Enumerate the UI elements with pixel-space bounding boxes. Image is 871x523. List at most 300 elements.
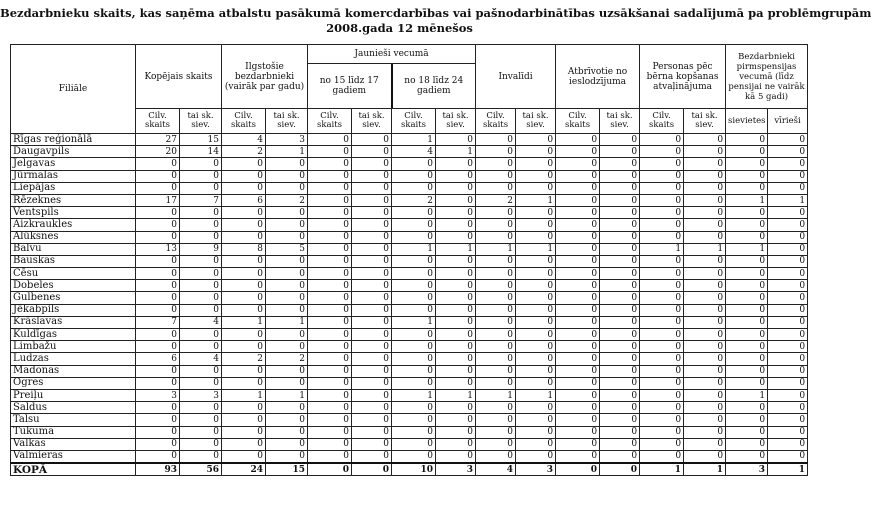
table-header: [11, 45, 808, 134]
value-cell: 0: [768, 365, 808, 377]
branch-name: Aizkraukles: [11, 219, 136, 231]
value-cell: 0: [436, 316, 476, 328]
value-cell: 0: [136, 329, 180, 341]
branch-name: Preiļu: [11, 389, 136, 401]
table-row: [11, 389, 808, 401]
value-cell: 0: [640, 389, 684, 401]
value-cell: 1: [726, 194, 768, 206]
value-cell: 0: [640, 182, 684, 194]
value-cell: 0: [392, 414, 436, 426]
value-cell: 0: [352, 377, 392, 389]
value-cell: 0: [352, 158, 392, 170]
value-cell: 1: [222, 389, 266, 401]
value-cell: 0: [600, 134, 640, 146]
table-row: [11, 402, 808, 414]
value-cell: 0: [352, 134, 392, 146]
value-cell: 0: [600, 316, 640, 328]
value-cell: 0: [600, 292, 640, 304]
value-cell: 0: [726, 255, 768, 267]
value-cell: 0: [392, 450, 436, 463]
value-cell: 27: [136, 134, 180, 146]
table-row: [11, 414, 808, 426]
value-cell: 0: [600, 158, 640, 170]
header-ilgstosie: Ilgstošie bezdarbnieki (vairāk par gadu): [222, 45, 308, 109]
header-jaunies: Jaunieši vecumā: [308, 45, 475, 64]
header-atbrivotie: Atbrīvotie no ieslodzījuma: [556, 45, 640, 109]
value-cell: 0: [136, 365, 180, 377]
value-cell: 0: [684, 292, 726, 304]
value-cell: 0: [640, 146, 684, 158]
value-cell: 0: [600, 243, 640, 255]
value-cell: 1: [392, 389, 436, 401]
value-cell: 0: [768, 341, 808, 353]
value-cell: 0: [180, 365, 222, 377]
value-cell: 3: [136, 389, 180, 401]
value-cell: 0: [136, 304, 180, 316]
value-cell: 0: [476, 207, 516, 219]
value-cell: 0: [266, 280, 308, 292]
value-cell: 0: [180, 231, 222, 243]
value-cell: 0: [768, 438, 808, 450]
table-row: [11, 365, 808, 377]
subheader-cilv: Cilv. skaits: [556, 109, 600, 134]
value-cell: 0: [640, 377, 684, 389]
value-cell: 0: [476, 292, 516, 304]
subheader-taisk: tai sk. siev.: [516, 109, 556, 134]
branch-name: Daugavpils: [11, 146, 136, 158]
value-cell: 0: [308, 341, 352, 353]
value-cell: 0: [768, 450, 808, 463]
value-cell: 0: [436, 231, 476, 243]
value-cell: 0: [516, 402, 556, 414]
value-cell: 0: [266, 426, 308, 438]
value-cell: 0: [308, 463, 352, 476]
value-cell: 0: [352, 353, 392, 365]
value-cell: 0: [516, 268, 556, 280]
table-row: [11, 438, 808, 450]
value-cell: 0: [352, 231, 392, 243]
value-cell: 0: [436, 170, 476, 182]
value-cell: 0: [600, 268, 640, 280]
value-cell: 0: [180, 280, 222, 292]
branch-name: Krāslavas: [11, 316, 136, 328]
value-cell: 0: [476, 304, 516, 316]
value-cell: 0: [556, 207, 600, 219]
value-cell: 4: [476, 463, 516, 476]
value-cell: 0: [436, 377, 476, 389]
value-cell: 0: [556, 365, 600, 377]
value-cell: 1: [684, 463, 726, 476]
value-cell: 0: [600, 170, 640, 182]
value-cell: 0: [392, 353, 436, 365]
value-cell: 0: [476, 329, 516, 341]
value-cell: 1: [768, 194, 808, 206]
value-cell: 0: [516, 426, 556, 438]
value-cell: 0: [684, 438, 726, 450]
subheader-sievietes: sievietes: [726, 109, 768, 134]
value-cell: 0: [556, 341, 600, 353]
table-row: [11, 146, 808, 158]
value-cell: 0: [640, 450, 684, 463]
value-cell: 0: [768, 402, 808, 414]
value-cell: 0: [308, 304, 352, 316]
value-cell: 0: [136, 292, 180, 304]
value-cell: 0: [684, 255, 726, 267]
value-cell: 0: [266, 450, 308, 463]
value-cell: 0: [684, 158, 726, 170]
value-cell: 0: [516, 377, 556, 389]
value-cell: 0: [352, 438, 392, 450]
value-cell: 0: [436, 353, 476, 365]
table-row: [11, 280, 808, 292]
value-cell: 0: [222, 158, 266, 170]
value-cell: 0: [308, 219, 352, 231]
value-cell: 0: [516, 414, 556, 426]
value-cell: 0: [600, 377, 640, 389]
subheader-taisk: tai sk. siev.: [436, 109, 476, 134]
value-cell: 0: [392, 292, 436, 304]
table-row: [11, 268, 808, 280]
value-cell: 0: [136, 450, 180, 463]
value-cell: 0: [136, 426, 180, 438]
value-cell: 0: [684, 365, 726, 377]
value-cell: 15: [180, 134, 222, 146]
table-row: [11, 231, 808, 243]
value-cell: 0: [476, 268, 516, 280]
value-cell: 0: [640, 316, 684, 328]
subheader-cilv: Cilv. skaits: [222, 109, 266, 134]
value-cell: 0: [436, 292, 476, 304]
value-cell: 0: [768, 243, 808, 255]
value-cell: 0: [556, 353, 600, 365]
value-cell: 6: [222, 194, 266, 206]
value-cell: 1: [640, 243, 684, 255]
table-row: [11, 353, 808, 365]
value-cell: 0: [436, 304, 476, 316]
value-cell: 0: [600, 329, 640, 341]
value-cell: 0: [436, 134, 476, 146]
value-cell: 0: [308, 402, 352, 414]
value-cell: 2: [266, 353, 308, 365]
value-cell: 0: [266, 402, 308, 414]
value-cell: 0: [600, 194, 640, 206]
value-cell: 0: [222, 329, 266, 341]
value-cell: 0: [684, 182, 726, 194]
value-cell: 0: [640, 329, 684, 341]
table-row: [11, 134, 808, 146]
value-cell: 0: [222, 255, 266, 267]
value-cell: 0: [726, 170, 768, 182]
value-cell: 0: [476, 182, 516, 194]
header-personas: Personas pēc bērna kopšanas atvaļinājuma: [640, 45, 726, 109]
value-cell: 0: [600, 402, 640, 414]
value-cell: 0: [352, 170, 392, 182]
value-cell: 0: [640, 438, 684, 450]
value-cell: 13: [136, 243, 180, 255]
value-cell: 0: [222, 280, 266, 292]
value-cell: 0: [136, 341, 180, 353]
value-cell: 0: [556, 377, 600, 389]
value-cell: 0: [352, 463, 392, 476]
value-cell: 1: [222, 316, 266, 328]
value-cell: 0: [684, 134, 726, 146]
value-cell: 0: [392, 219, 436, 231]
value-cell: 0: [308, 377, 352, 389]
value-cell: 0: [684, 402, 726, 414]
value-cell: 0: [684, 280, 726, 292]
value-cell: 0: [436, 158, 476, 170]
value-cell: 1: [476, 389, 516, 401]
value-cell: 0: [726, 365, 768, 377]
subheader-virieši: vīrieši: [768, 109, 808, 134]
value-cell: 0: [308, 280, 352, 292]
header-pirmspensijas: Bezdarbnieki pirmspensijas vecumā (līdz pensijai ne vairāk kā 5 gadi): [726, 45, 808, 109]
value-cell: 0: [222, 402, 266, 414]
value-cell: 0: [308, 207, 352, 219]
value-cell: 0: [684, 414, 726, 426]
value-cell: 0: [392, 402, 436, 414]
value-cell: 1: [516, 243, 556, 255]
value-cell: 0: [556, 329, 600, 341]
value-cell: 0: [768, 292, 808, 304]
value-cell: 0: [436, 426, 476, 438]
value-cell: 0: [180, 450, 222, 463]
value-cell: 0: [600, 463, 640, 476]
value-cell: 0: [726, 158, 768, 170]
value-cell: 0: [640, 255, 684, 267]
value-cell: 0: [136, 255, 180, 267]
value-cell: 0: [222, 170, 266, 182]
subheader-cilv: Cilv. skaits: [308, 109, 352, 134]
value-cell: 0: [352, 219, 392, 231]
value-cell: 1: [392, 134, 436, 146]
value-cell: 0: [266, 268, 308, 280]
subheader-cilv: Cilv. skaits: [476, 109, 516, 134]
branch-name: Valmieras: [11, 450, 136, 463]
branch-name: Rīgas reģionālā: [11, 134, 136, 146]
value-cell: 2: [222, 146, 266, 158]
value-cell: 0: [516, 292, 556, 304]
value-cell: 0: [392, 341, 436, 353]
value-cell: 0: [556, 194, 600, 206]
table-row: [11, 329, 808, 341]
value-cell: 0: [436, 402, 476, 414]
value-cell: 0: [308, 389, 352, 401]
value-cell: 0: [556, 438, 600, 450]
table-row: [11, 377, 808, 389]
value-cell: 10: [392, 463, 436, 476]
value-cell: 0: [768, 134, 808, 146]
subheader-taisk: tai sk. siev.: [600, 109, 640, 134]
value-cell: 0: [516, 353, 556, 365]
value-cell: 0: [136, 158, 180, 170]
value-cell: 0: [556, 170, 600, 182]
value-cell: 0: [392, 377, 436, 389]
value-cell: 0: [308, 182, 352, 194]
value-cell: 0: [392, 268, 436, 280]
value-cell: 0: [684, 146, 726, 158]
value-cell: 0: [266, 170, 308, 182]
value-cell: 0: [726, 292, 768, 304]
value-cell: 5: [266, 243, 308, 255]
value-cell: 0: [640, 280, 684, 292]
value-cell: 0: [352, 414, 392, 426]
value-cell: 0: [180, 402, 222, 414]
value-cell: 0: [726, 207, 768, 219]
value-cell: 3: [180, 389, 222, 401]
value-cell: 0: [308, 316, 352, 328]
value-cell: 0: [684, 389, 726, 401]
value-cell: 0: [352, 316, 392, 328]
value-cell: 1: [392, 243, 436, 255]
value-cell: 0: [726, 402, 768, 414]
branch-name: Jēkabpils: [11, 304, 136, 316]
value-cell: 1: [436, 389, 476, 401]
value-cell: 4: [180, 316, 222, 328]
branch-name: Ludzas: [11, 353, 136, 365]
document-title: [0, 6, 871, 36]
value-cell: 2: [266, 194, 308, 206]
value-cell: 0: [352, 146, 392, 158]
value-cell: 0: [266, 158, 308, 170]
value-cell: 24: [222, 463, 266, 476]
branch-name: Liepājas: [11, 182, 136, 194]
value-cell: 56: [180, 463, 222, 476]
value-cell: 0: [476, 341, 516, 353]
header-age-18-24: no 18 līdz 24 gadiem: [404, 76, 464, 96]
value-cell: 0: [476, 158, 516, 170]
value-cell: 0: [222, 182, 266, 194]
value-cell: 7: [136, 316, 180, 328]
value-cell: 0: [600, 280, 640, 292]
value-cell: 0: [222, 304, 266, 316]
value-cell: 0: [600, 341, 640, 353]
value-cell: 1: [516, 389, 556, 401]
value-cell: 0: [516, 316, 556, 328]
value-cell: 0: [516, 170, 556, 182]
value-cell: 0: [600, 255, 640, 267]
value-cell: 0: [684, 316, 726, 328]
value-cell: 0: [436, 450, 476, 463]
value-cell: 0: [136, 170, 180, 182]
value-cell: 0: [308, 438, 352, 450]
value-cell: 1: [436, 243, 476, 255]
value-cell: 0: [556, 402, 600, 414]
value-cell: 0: [476, 426, 516, 438]
value-cell: 0: [352, 402, 392, 414]
value-cell: 0: [556, 316, 600, 328]
value-cell: 0: [308, 146, 352, 158]
table-row: [11, 341, 808, 353]
branch-name: Jelgavas: [11, 158, 136, 170]
branch-name: Valkas: [11, 438, 136, 450]
value-cell: 0: [726, 353, 768, 365]
value-cell: 0: [180, 426, 222, 438]
value-cell: 0: [684, 194, 726, 206]
title-line-1: Bezdarbnieku skaits, kas saņēma atbalstu pasākumā komercdarbības vai pašnodarbinātības uzsākšanai sadalījumā pa problēmgrupām: [0, 6, 871, 20]
value-cell: 0: [392, 438, 436, 450]
value-cell: 0: [352, 450, 392, 463]
value-cell: 0: [266, 231, 308, 243]
value-cell: 0: [726, 341, 768, 353]
total-row: [11, 463, 808, 476]
value-cell: 0: [516, 182, 556, 194]
value-cell: 14: [180, 146, 222, 158]
value-cell: 0: [222, 341, 266, 353]
value-cell: 0: [266, 207, 308, 219]
table-row: [11, 219, 808, 231]
value-cell: 0: [640, 170, 684, 182]
value-cell: 0: [556, 304, 600, 316]
value-cell: 0: [436, 207, 476, 219]
value-cell: 0: [392, 365, 436, 377]
value-cell: 0: [600, 414, 640, 426]
value-cell: 0: [392, 255, 436, 267]
value-cell: 0: [352, 182, 392, 194]
value-cell: 0: [726, 316, 768, 328]
value-cell: 0: [352, 268, 392, 280]
value-cell: 0: [556, 450, 600, 463]
value-cell: 0: [352, 207, 392, 219]
value-cell: 0: [768, 304, 808, 316]
value-cell: 0: [726, 450, 768, 463]
value-cell: 0: [266, 304, 308, 316]
value-cell: 0: [476, 377, 516, 389]
branch-name: Saldus: [11, 402, 136, 414]
value-cell: 0: [308, 158, 352, 170]
value-cell: 0: [684, 329, 726, 341]
value-cell: 0: [768, 146, 808, 158]
header-filiale: Filiāle: [11, 45, 136, 134]
branch-name: Balvu: [11, 243, 136, 255]
value-cell: 0: [352, 194, 392, 206]
value-cell: 0: [266, 365, 308, 377]
value-cell: 0: [726, 426, 768, 438]
value-cell: 1: [392, 316, 436, 328]
value-cell: 0: [136, 268, 180, 280]
value-cell: 0: [352, 341, 392, 353]
table-row: [11, 182, 808, 194]
value-cell: 1: [266, 146, 308, 158]
subheader-taisk: tai sk. siev.: [180, 109, 222, 134]
value-cell: 0: [476, 255, 516, 267]
value-cell: 0: [136, 414, 180, 426]
branch-name: Alūksnes: [11, 231, 136, 243]
value-cell: 0: [436, 329, 476, 341]
value-cell: 0: [684, 170, 726, 182]
value-cell: 0: [726, 182, 768, 194]
value-cell: 0: [768, 377, 808, 389]
value-cell: 0: [136, 280, 180, 292]
value-cell: 0: [640, 194, 684, 206]
value-cell: 0: [600, 450, 640, 463]
table-row: [11, 426, 808, 438]
value-cell: 0: [556, 280, 600, 292]
value-cell: 0: [684, 353, 726, 365]
value-cell: 0: [180, 304, 222, 316]
value-cell: 0: [476, 438, 516, 450]
value-cell: 0: [768, 158, 808, 170]
value-cell: 0: [136, 219, 180, 231]
table-row: [11, 207, 808, 219]
value-cell: 0: [180, 329, 222, 341]
value-cell: 0: [476, 170, 516, 182]
value-cell: 0: [600, 182, 640, 194]
table-body: [11, 134, 808, 476]
value-cell: 0: [436, 438, 476, 450]
subheader-cilv: Cilv. skaits: [392, 109, 436, 134]
value-cell: 0: [266, 329, 308, 341]
